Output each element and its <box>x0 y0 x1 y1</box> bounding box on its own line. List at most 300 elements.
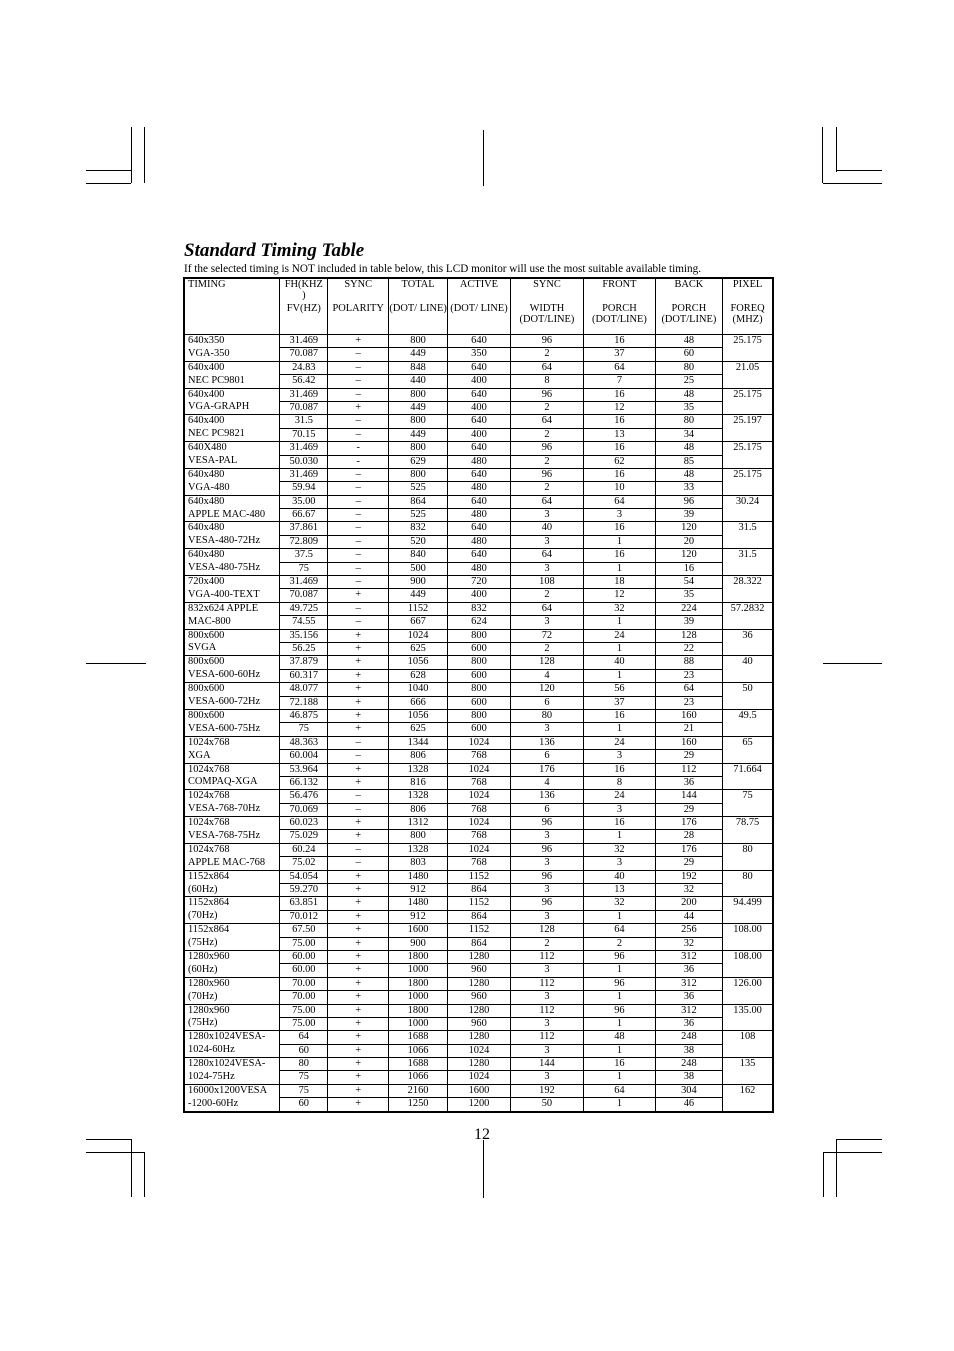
table-cell: 96 <box>510 468 583 481</box>
table-cell: 25.175 <box>723 468 773 481</box>
table-cell: 1152 <box>448 924 510 937</box>
timing-name-cell: 640x480 <box>184 522 280 535</box>
table-row <box>184 495 773 508</box>
table-cell: 16 <box>584 549 655 562</box>
crop-mark <box>823 183 882 184</box>
table-cell: 60.00 <box>280 950 328 963</box>
table-row <box>184 415 773 428</box>
table-row <box>184 991 773 1004</box>
table-cell: 3 <box>510 830 583 843</box>
table-cell: 720 <box>448 576 510 589</box>
table-cell: 1328 <box>388 790 447 803</box>
table-row <box>184 1017 773 1030</box>
crop-mark <box>86 1152 144 1153</box>
table-cell: 500 <box>388 562 447 575</box>
table-cell: 64 <box>510 415 583 428</box>
table-cell: 66.132 <box>280 776 328 789</box>
table-cell: 59.270 <box>280 884 328 897</box>
table-cell: – <box>328 388 388 401</box>
table-cell: 2 <box>584 937 655 950</box>
table-cell: 1328 <box>388 763 447 776</box>
table-cell: 64 <box>280 1031 328 1044</box>
table-cell: 1 <box>584 616 655 629</box>
table-cell <box>723 482 773 495</box>
table-cell: 96 <box>510 870 583 883</box>
page-subtitle: If the selected timing is NOT included in table below, this LCD monitor will use the most suitable available timing. <box>184 263 702 275</box>
table-cell: 36 <box>655 991 722 1004</box>
crop-mark <box>836 127 837 172</box>
table-cell: 35 <box>655 401 722 414</box>
table-cell: 60.00 <box>280 964 328 977</box>
table-cell: 1344 <box>388 736 447 749</box>
timing-name-cell: 640x480 <box>184 549 280 562</box>
column-header-bottom: PORCH (DOT/LINE) <box>661 303 717 325</box>
table-cell: 1152 <box>388 602 447 615</box>
table-cell: 1 <box>584 1044 655 1057</box>
table-cell: 600 <box>448 723 510 736</box>
table-cell <box>723 696 773 709</box>
table-cell: 3 <box>510 1044 583 1057</box>
table-cell: 72.809 <box>280 535 328 548</box>
table-cell: 49.5 <box>723 709 773 722</box>
table-row <box>184 562 773 575</box>
table-cell: – <box>328 602 388 615</box>
table-cell: 800 <box>388 415 447 428</box>
table-row <box>184 696 773 709</box>
table-cell: – <box>328 495 388 508</box>
table-row <box>184 1071 773 1084</box>
table-cell: 75.02 <box>280 857 328 870</box>
table-cell <box>723 884 773 897</box>
table-cell: 900 <box>388 576 447 589</box>
table-row <box>184 776 773 789</box>
table-cell: 960 <box>448 1017 510 1030</box>
table-cell: 640 <box>448 388 510 401</box>
table-cell: 48 <box>655 468 722 481</box>
table-cell: 70.069 <box>280 803 328 816</box>
timing-name-cell: VESA-768-70Hz <box>184 803 280 816</box>
table-cell: 75.00 <box>280 937 328 950</box>
table-cell: + <box>328 964 388 977</box>
table-cell: 37 <box>584 348 655 361</box>
table-cell: 16 <box>584 763 655 776</box>
table-cell: 31.5 <box>280 415 328 428</box>
crop-mark <box>822 127 823 183</box>
table-cell: 640 <box>448 361 510 374</box>
table-cell: 48 <box>655 388 722 401</box>
table-cell: 60.317 <box>280 669 328 682</box>
table-cell: 96 <box>510 442 583 455</box>
table-cell: 1 <box>584 830 655 843</box>
table-cell: 38 <box>655 1071 722 1084</box>
table-row <box>184 669 773 682</box>
table-cell: 32 <box>655 884 722 897</box>
timing-name-cell: VGA-400-TEXT <box>184 589 280 602</box>
table-cell: 768 <box>448 750 510 763</box>
table-cell: 200 <box>655 897 722 910</box>
table-cell: 12 <box>584 401 655 414</box>
table-cell: + <box>328 335 388 348</box>
table-cell: 768 <box>448 857 510 870</box>
table-cell: 31.469 <box>280 468 328 481</box>
timing-name-cell: 832x624 APPLE <box>184 602 280 615</box>
table-cell: + <box>328 1098 388 1112</box>
table-cell: – <box>328 576 388 589</box>
table-cell: 176 <box>655 843 722 856</box>
table-cell <box>723 589 773 602</box>
table-cell: 3 <box>584 509 655 522</box>
table-cell: 31.469 <box>280 335 328 348</box>
table-cell: 800 <box>448 656 510 669</box>
table-row <box>184 964 773 977</box>
table-cell: 1024 <box>448 736 510 749</box>
table-cell: 35 <box>655 589 722 602</box>
table-cell: – <box>328 803 388 816</box>
column-header-bottom: WIDTH (DOT/LINE) <box>519 303 575 325</box>
table-cell: 75 <box>280 1071 328 1084</box>
table-row <box>184 589 773 602</box>
table-cell: 70.15 <box>280 428 328 441</box>
table-cell: 56.25 <box>280 642 328 655</box>
table-cell: + <box>328 669 388 682</box>
table-cell: 72.188 <box>280 696 328 709</box>
table-cell: 136 <box>510 790 583 803</box>
table-cell: 800 <box>388 335 447 348</box>
table-cell: 64 <box>584 924 655 937</box>
table-row <box>184 790 773 803</box>
table-cell: 1312 <box>388 817 447 830</box>
timing-name-cell: (75Hz) <box>184 1017 280 1030</box>
table-cell: 46.875 <box>280 709 328 722</box>
table-cell: 400 <box>448 428 510 441</box>
table-cell: 64 <box>584 361 655 374</box>
table-cell: 1 <box>584 669 655 682</box>
column-header-top: FH(KHZ ) <box>284 279 323 301</box>
table-cell: 600 <box>448 642 510 655</box>
table-cell: 112 <box>655 763 722 776</box>
table-cell: 1024 <box>448 1044 510 1057</box>
table-row <box>184 924 773 937</box>
table-cell: 176 <box>510 763 583 776</box>
table-row <box>184 1044 773 1057</box>
table-cell: 816 <box>388 776 447 789</box>
table-cell: – <box>328 562 388 575</box>
table-row <box>184 442 773 455</box>
table-cell: + <box>328 937 388 950</box>
table-cell: 39 <box>655 616 722 629</box>
table-cell: 400 <box>448 375 510 388</box>
table-cell: – <box>328 348 388 361</box>
table-row <box>184 897 773 910</box>
table-cell: 3 <box>584 803 655 816</box>
table-cell: 864 <box>448 884 510 897</box>
table-cell: 34 <box>655 428 722 441</box>
table-cell: 80 <box>655 361 722 374</box>
table-cell: 96 <box>510 843 583 856</box>
timing-name-cell: 1280x1024VESA- <box>184 1058 280 1071</box>
table-cell: 112 <box>510 1004 583 1017</box>
table-cell: 1480 <box>388 897 447 910</box>
timing-name-cell: VGA-480 <box>184 482 280 495</box>
timing-name-cell: 1024-60Hz <box>184 1044 280 1057</box>
table-cell: 800 <box>388 442 447 455</box>
table-cell: 1200 <box>448 1098 510 1112</box>
table-cell: 64 <box>510 549 583 562</box>
timing-name-cell: 640x400 <box>184 388 280 401</box>
table-cell: 135 <box>723 1058 773 1071</box>
table-cell: + <box>328 589 388 602</box>
table-cell: 96 <box>584 950 655 963</box>
table-cell: 525 <box>388 509 447 522</box>
table-cell: 135.00 <box>723 1004 773 1017</box>
table-cell: + <box>328 897 388 910</box>
table-cell: 1800 <box>388 1004 447 1017</box>
table-cell <box>723 1098 773 1112</box>
table-cell: 768 <box>448 776 510 789</box>
table-cell: + <box>328 924 388 937</box>
table-cell: 2 <box>510 428 583 441</box>
table-row <box>184 388 773 401</box>
table-cell: 80 <box>510 709 583 722</box>
table-cell: 18 <box>584 576 655 589</box>
table-cell: 1800 <box>388 977 447 990</box>
table-cell: 449 <box>388 401 447 414</box>
table-cell: 38 <box>655 1044 722 1057</box>
table-cell: 2 <box>510 455 583 468</box>
timing-name-cell: 1152x864 <box>184 870 280 883</box>
table-cell: 1 <box>584 723 655 736</box>
column-header-bottom: (DOT/ LINE) <box>450 303 508 314</box>
timing-name-cell: VESA-600-60Hz <box>184 669 280 682</box>
table-cell: 64 <box>510 602 583 615</box>
table-row <box>184 977 773 990</box>
table-row <box>184 361 773 374</box>
table-cell: – <box>328 843 388 856</box>
table-cell: + <box>328 1031 388 1044</box>
table-cell: 800 <box>388 388 447 401</box>
table-cell: 48 <box>584 1031 655 1044</box>
table-cell: 304 <box>655 1084 722 1097</box>
column-header-top: TIMING <box>188 279 226 290</box>
table-cell: 3 <box>584 857 655 870</box>
table-cell: 64 <box>510 495 583 508</box>
table-cell: 3 <box>510 562 583 575</box>
table-cell: 1600 <box>388 924 447 937</box>
table-cell: 33 <box>655 482 722 495</box>
table-cell: 31.469 <box>280 442 328 455</box>
column-header-top: BACK <box>674 279 704 290</box>
table-row <box>184 455 773 468</box>
table-row <box>184 843 773 856</box>
table-row <box>184 803 773 816</box>
table-cell: 176 <box>655 817 722 830</box>
table-cell: 75 <box>280 562 328 575</box>
timing-name-cell: 1024x768 <box>184 817 280 830</box>
table-cell: 24.83 <box>280 361 328 374</box>
crop-mark <box>86 1139 131 1140</box>
table-cell: 46 <box>655 1098 722 1112</box>
table-cell: 70.087 <box>280 589 328 602</box>
timing-name-cell: XGA <box>184 750 280 763</box>
table-cell: 44 <box>655 910 722 923</box>
table-cell: 520 <box>388 535 447 548</box>
table-cell: 625 <box>388 642 447 655</box>
table-row <box>184 1098 773 1112</box>
table-cell: 120 <box>655 522 722 535</box>
table-cell: 900 <box>388 937 447 950</box>
table-cell: 224 <box>655 602 722 615</box>
table-cell: 8 <box>510 375 583 388</box>
timing-name-cell: (60Hz) <box>184 884 280 897</box>
table-cell: 1600 <box>448 1084 510 1097</box>
table-cell: 37 <box>584 696 655 709</box>
table-cell: – <box>328 616 388 629</box>
table-cell: 29 <box>655 803 722 816</box>
table-cell: 25.175 <box>723 388 773 401</box>
table-cell: 64 <box>655 683 722 696</box>
table-cell: 1 <box>584 964 655 977</box>
table-cell <box>723 910 773 923</box>
table-row <box>184 830 773 843</box>
table-row <box>184 375 773 388</box>
crop-mark <box>836 1139 882 1140</box>
timing-name-cell: (60Hz) <box>184 964 280 977</box>
table-cell: 600 <box>448 696 510 709</box>
table-cell: 16 <box>584 468 655 481</box>
column-header-top: PIXEL <box>732 279 763 290</box>
table-cell: 16 <box>584 522 655 535</box>
table-cell: 75.00 <box>280 1017 328 1030</box>
table-cell: – <box>328 375 388 388</box>
table-cell: 70.00 <box>280 991 328 1004</box>
table-cell: – <box>328 522 388 535</box>
crop-mark <box>823 1152 824 1197</box>
table-cell: 16 <box>584 817 655 830</box>
table-cell: 3 <box>510 910 583 923</box>
column-header-bottom: POLARITY <box>332 303 384 314</box>
timing-name-cell: 1280x960 <box>184 1004 280 1017</box>
table-cell: 60 <box>280 1098 328 1112</box>
table-cell: 2160 <box>388 1084 447 1097</box>
table-cell: 30.24 <box>723 495 773 508</box>
table-cell: 48.077 <box>280 683 328 696</box>
table-cell: 128 <box>510 924 583 937</box>
crop-mark <box>836 1139 837 1197</box>
table-cell: 65 <box>723 736 773 749</box>
timing-name-cell: (70Hz) <box>184 910 280 923</box>
table-cell <box>723 669 773 682</box>
table-cell: + <box>328 683 388 696</box>
table-cell: 640 <box>448 335 510 348</box>
table-cell: 1024 <box>448 843 510 856</box>
table-cell: 36 <box>655 776 722 789</box>
table-cell: 1024 <box>448 1071 510 1084</box>
table-cell: – <box>328 736 388 749</box>
table-cell: 108.00 <box>723 924 773 937</box>
table-cell: 21.05 <box>723 361 773 374</box>
table-cell: 75 <box>280 1084 328 1097</box>
table-cell: 160 <box>655 736 722 749</box>
crop-mark <box>836 170 882 171</box>
table-cell: 1 <box>584 1017 655 1030</box>
crop-mark <box>131 1139 132 1197</box>
table-row <box>184 723 773 736</box>
table-cell: + <box>328 709 388 722</box>
column-header-bottom: FV(HZ) <box>286 303 321 314</box>
table-cell: – <box>328 482 388 495</box>
table-cell: 1024 <box>448 817 510 830</box>
table-cell: 24 <box>584 790 655 803</box>
table-cell: 1056 <box>388 709 447 722</box>
timing-name-cell: 640x400 <box>184 361 280 374</box>
table-cell: 2 <box>510 642 583 655</box>
table-cell <box>723 857 773 870</box>
table-cell: 25.175 <box>723 442 773 455</box>
table-row <box>184 428 773 441</box>
table-cell: 120 <box>510 683 583 696</box>
table-cell: 832 <box>388 522 447 535</box>
table-cell: 37.5 <box>280 549 328 562</box>
table-cell: + <box>328 870 388 883</box>
table-cell: 96 <box>510 897 583 910</box>
table-cell: 3 <box>510 1071 583 1084</box>
table-cell: 449 <box>388 348 447 361</box>
table-row <box>184 817 773 830</box>
timing-name-cell: VESA-600-75Hz <box>184 723 280 736</box>
table-cell: 864 <box>448 937 510 950</box>
table-cell: 3 <box>584 750 655 763</box>
table-cell: 144 <box>510 1058 583 1071</box>
timing-name-cell: 720x400 <box>184 576 280 589</box>
table-header-row <box>184 278 773 335</box>
table-cell: 49.725 <box>280 602 328 615</box>
crop-mark <box>483 130 484 186</box>
table-cell: 1688 <box>388 1058 447 1071</box>
table-cell: 3 <box>510 857 583 870</box>
timing-name-cell: VESA-600-72Hz <box>184 696 280 709</box>
table-cell: 13 <box>584 884 655 897</box>
table-cell: 3 <box>510 509 583 522</box>
table-cell: 36 <box>723 629 773 642</box>
table-row <box>184 937 773 950</box>
table-cell: 7 <box>584 375 655 388</box>
table-cell: 1 <box>584 535 655 548</box>
table-cell: 848 <box>388 361 447 374</box>
table-cell <box>723 937 773 950</box>
table-cell: 16 <box>584 388 655 401</box>
table-cell <box>723 830 773 843</box>
column-header-top: SYNC <box>344 279 373 290</box>
table-row <box>184 629 773 642</box>
table-cell: 23 <box>655 669 722 682</box>
table-cell: – <box>328 790 388 803</box>
table-row <box>184 602 773 615</box>
table-cell: 1000 <box>388 964 447 977</box>
table-cell: 64 <box>510 361 583 374</box>
table-cell: 2 <box>510 482 583 495</box>
column-header-bottom: (DOT/ LINE) <box>389 303 447 314</box>
table-cell: 6 <box>510 750 583 763</box>
table-row <box>184 401 773 414</box>
table-cell: 29 <box>655 857 722 870</box>
table-cell: 35.00 <box>280 495 328 508</box>
table-cell <box>723 509 773 522</box>
timing-name-cell: 800x600 <box>184 709 280 722</box>
table-cell: 800 <box>448 683 510 696</box>
timing-name-cell: (70Hz) <box>184 991 280 1004</box>
table-row <box>184 509 773 522</box>
table-cell: 640 <box>448 442 510 455</box>
